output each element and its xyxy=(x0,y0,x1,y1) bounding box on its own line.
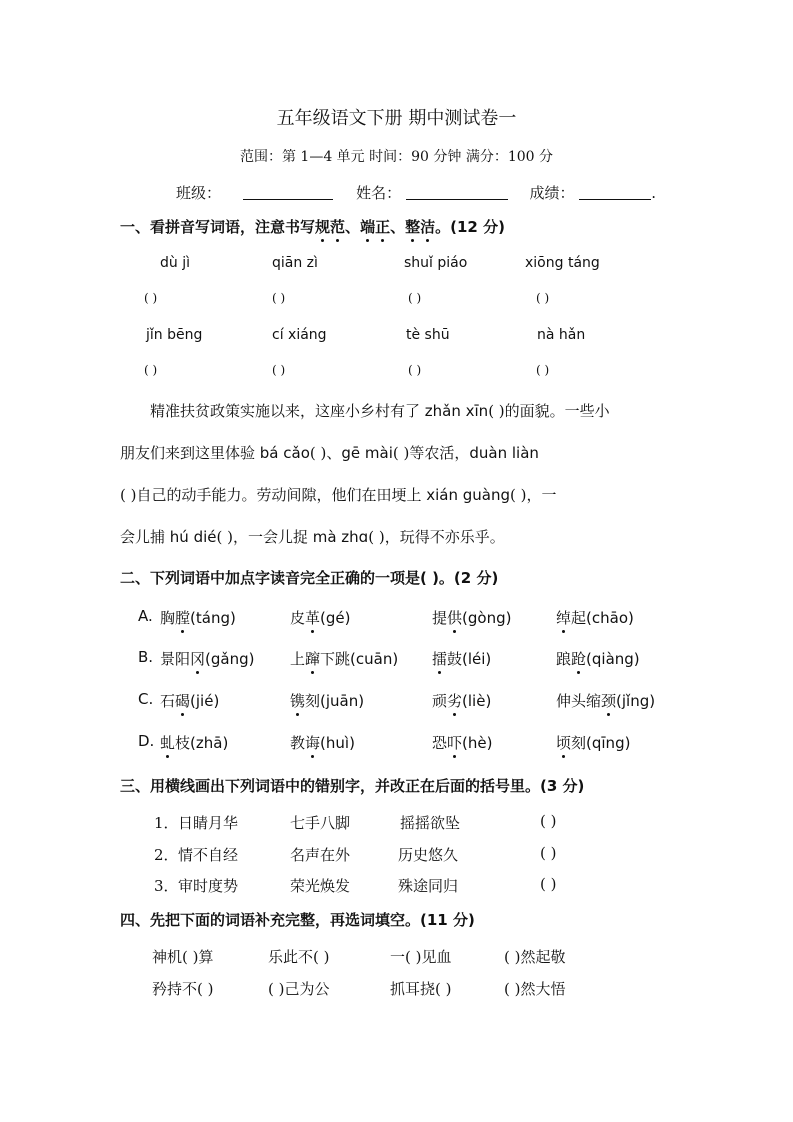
s3-word[interactable]: 历史悠久 xyxy=(398,846,459,864)
word-pinyin: 枝(zhā) xyxy=(175,734,229,752)
option-word xyxy=(160,607,236,628)
passage-line xyxy=(120,526,675,547)
word-pinyin: (jié) xyxy=(190,692,220,710)
word-part: 胸 xyxy=(160,609,176,627)
s3-word[interactable]: 七手八脚 xyxy=(290,814,351,832)
page-title: 五年级语文下册 期中测试卷一 xyxy=(276,108,517,129)
end-mark: . xyxy=(651,184,657,202)
option-word xyxy=(290,648,398,669)
passage-text: 朋友们来到这里体验 xyxy=(120,444,260,462)
passage-pinyin: mà zhɑ xyxy=(312,528,369,546)
word-part: 提 xyxy=(432,609,448,627)
option-word xyxy=(432,690,491,711)
dotted-char: 洁 xyxy=(420,218,436,236)
s3-word[interactable]: 荣光焕发 xyxy=(290,877,351,895)
section2-heading: 二、下列词语中加点字读音完全正确的一项是( )。(2 分) xyxy=(120,569,499,587)
section1-heading-text: 一、看拼音写词语，注意书写 xyxy=(120,218,316,236)
dotted-char: 整 xyxy=(405,218,421,236)
name-blank[interactable] xyxy=(406,185,508,200)
score-blank[interactable] xyxy=(579,185,651,200)
s3-word[interactable]: 摇摇欲坠 xyxy=(400,814,461,832)
pinyin-item: dù jì xyxy=(160,255,190,271)
class-blank[interactable] xyxy=(243,185,333,200)
option-word xyxy=(556,648,640,669)
section1-heading xyxy=(120,216,505,237)
dotted-char: 革 xyxy=(305,609,321,627)
word-part: 顽 xyxy=(432,692,448,710)
word-pinyin: 下跳(cuān) xyxy=(320,650,399,668)
word-pinyin: (jǐng) xyxy=(616,692,656,710)
word-part: 皮 xyxy=(290,609,306,627)
word-part: 石 xyxy=(160,692,176,710)
dotted-char: 膛 xyxy=(175,609,191,627)
answer-blank[interactable]: ( ) xyxy=(272,291,286,305)
score-label: 成绩： xyxy=(529,184,575,202)
passage-line xyxy=(120,442,675,463)
dotted-char: 擂 xyxy=(432,650,448,668)
exam-meta: 范围：第 1—4 单元 时间：90 分钟 满分：100 分 xyxy=(239,149,554,165)
option-word xyxy=(290,607,351,628)
dotted-char: 劣 xyxy=(447,692,463,710)
option-word xyxy=(556,690,655,711)
dotted-char: 正 xyxy=(375,218,391,236)
word-part: 踉 xyxy=(556,650,572,668)
passage-pinyin: hú dié xyxy=(169,528,217,546)
option-word xyxy=(432,732,492,753)
word-pinyin: (liè) xyxy=(462,692,492,710)
word-pinyin: 鼓(léi) xyxy=(447,650,492,668)
dotted-char: 冈 xyxy=(190,650,206,668)
dotted-char: 跄 xyxy=(571,650,587,668)
idiom-blank[interactable]: 神机( )算 xyxy=(152,948,214,966)
class-label: 班级： xyxy=(176,184,222,202)
passage-blank[interactable]: ( )自己的动手能力。劳动间隙，他们在田埂上 xyxy=(120,486,427,504)
pinyin-item: shuǐ piáo xyxy=(404,255,468,271)
option-word xyxy=(556,607,634,628)
option-word xyxy=(432,648,491,669)
dotted-char: 诲 xyxy=(305,734,321,752)
answer-blank[interactable]: ( ) xyxy=(272,363,286,377)
idiom-blank[interactable]: ( )然大悟 xyxy=(504,980,566,998)
option-word xyxy=(290,690,364,711)
option-letter[interactable]: C. xyxy=(138,690,154,708)
option-letter[interactable]: B. xyxy=(138,648,154,666)
option-word xyxy=(160,732,228,753)
word-pinyin: (huì) xyxy=(320,734,355,752)
word-pinyin: (gòng) xyxy=(462,609,512,627)
word-pinyin: 刻(juān) xyxy=(305,692,365,710)
dotted-char: 虬 xyxy=(160,734,176,752)
passage-blank[interactable]: ( )，一 xyxy=(510,486,557,504)
name-label: 姓名： xyxy=(356,184,402,202)
word-pinyin: (gé) xyxy=(320,609,351,627)
separator: 、 xyxy=(390,218,406,236)
passage-blank[interactable]: ( )的面貌。一些小 xyxy=(488,402,610,420)
s3-num: 1． xyxy=(154,814,179,832)
answer-blank[interactable]: ( ) xyxy=(536,291,550,305)
passage-pinyin: gē mài xyxy=(341,444,393,462)
passage-line xyxy=(150,400,705,421)
section3-heading: 三、用横线画出下列词语中的错别字，并改正在后面的括号里。(3 分) xyxy=(120,777,585,795)
passage-blank[interactable]: ( )等农活， xyxy=(392,444,470,462)
s3-answer-blank[interactable]: ( ) xyxy=(540,844,557,862)
passage-pinyin: duàn liàn xyxy=(469,444,539,462)
passage-pinyin: xián guàng xyxy=(426,486,511,504)
idiom-blank[interactable]: 一( )见血 xyxy=(390,948,452,966)
answer-blank[interactable]: ( ) xyxy=(536,363,550,377)
pinyin-item: xiōng táng xyxy=(525,255,600,271)
word-part: 上 xyxy=(290,650,306,668)
dotted-char: 端 xyxy=(360,218,376,236)
option-word xyxy=(556,732,630,753)
word-part: 恐 xyxy=(432,734,448,752)
option-word xyxy=(160,648,254,669)
section4-heading: 四、先把下面的词语补充完整，再选词填空。(11 分) xyxy=(120,911,475,929)
word-pinyin: (gǎng) xyxy=(205,650,255,668)
dotted-char: 吓 xyxy=(447,734,463,752)
word-pinyin: 起(chāo) xyxy=(571,609,634,627)
passage-blank[interactable]: ( )、 xyxy=(309,444,342,462)
dotted-char: 绰 xyxy=(556,609,572,627)
idiom-blank[interactable]: ( )然起敬 xyxy=(504,948,566,966)
dotted-char: 镌 xyxy=(290,692,306,710)
s3-num: 2． xyxy=(154,846,179,864)
dotted-char: 蹿 xyxy=(305,650,321,668)
answer-blank[interactable]: ( ) xyxy=(144,291,158,305)
word-pinyin: (táng) xyxy=(190,609,236,627)
passage-blank[interactable]: ( )，一会儿捉 xyxy=(216,528,313,546)
answer-blank[interactable]: ( ) xyxy=(144,363,158,377)
dotted-char: 范 xyxy=(330,218,346,236)
word-pinyin: 刻(qīng) xyxy=(571,734,631,752)
pinyin-item: nà hǎn xyxy=(537,327,586,343)
answer-blank[interactable]: ( ) xyxy=(408,363,422,377)
student-info xyxy=(176,182,656,203)
passage-text: 会儿捕 xyxy=(120,528,170,546)
s3-word[interactable]: 日睛月华 xyxy=(178,814,239,832)
s3-word[interactable]: 审时度势 xyxy=(178,877,239,895)
s3-answer-blank[interactable]: ( ) xyxy=(540,875,557,893)
option-word xyxy=(160,690,219,711)
s3-word[interactable]: 名声在外 xyxy=(290,846,351,864)
dotted-char: 顷 xyxy=(556,734,572,752)
passage-pinyin: bá cǎo xyxy=(259,444,310,462)
passage-text: 精准扶贫政策实施以来，这座小乡村有了 xyxy=(150,402,425,420)
section1-points: 。(12 分) xyxy=(435,218,505,236)
s3-word[interactable]: 殊途同归 xyxy=(398,877,459,895)
passage-pinyin: zhǎn xīn xyxy=(424,402,489,420)
answer-blank[interactable]: ( ) xyxy=(408,291,422,305)
option-word xyxy=(290,732,355,753)
word-pinyin: (hè) xyxy=(462,734,493,752)
option-letter[interactable]: D. xyxy=(138,732,155,750)
pinyin-item: cí xiáng xyxy=(272,327,327,343)
idiom-blank[interactable]: ( )己为公 xyxy=(268,980,330,998)
idiom-blank[interactable]: 矜持不( ) xyxy=(152,980,214,998)
passage-line xyxy=(120,484,675,505)
idiom-blank[interactable]: 乐此不( ) xyxy=(268,948,330,966)
idiom-blank[interactable]: 抓耳挠( ) xyxy=(390,980,452,998)
dotted-char: 颈 xyxy=(601,692,617,710)
separator: 、 xyxy=(345,218,361,236)
word-part: 教 xyxy=(290,734,306,752)
option-word xyxy=(432,607,511,628)
s3-answer-blank[interactable]: ( ) xyxy=(540,812,557,830)
passage-blank[interactable]: ( )，玩得不亦乐乎。 xyxy=(368,528,505,546)
pinyin-item: tè shū xyxy=(406,327,450,343)
dotted-char: 规 xyxy=(315,218,331,236)
word-part: 景阳 xyxy=(160,650,191,668)
pinyin-item: qiān zì xyxy=(272,255,318,271)
dotted-char: 供 xyxy=(447,609,463,627)
pinyin-item: jǐn bēng xyxy=(146,327,203,343)
dotted-char: 碣 xyxy=(175,692,191,710)
word-part: 伸头缩 xyxy=(556,692,602,710)
s3-num: 3． xyxy=(154,877,179,895)
s3-word[interactable]: 情不自经 xyxy=(178,846,239,864)
option-letter[interactable]: A. xyxy=(138,607,153,625)
word-pinyin: (qiàng) xyxy=(586,650,640,668)
